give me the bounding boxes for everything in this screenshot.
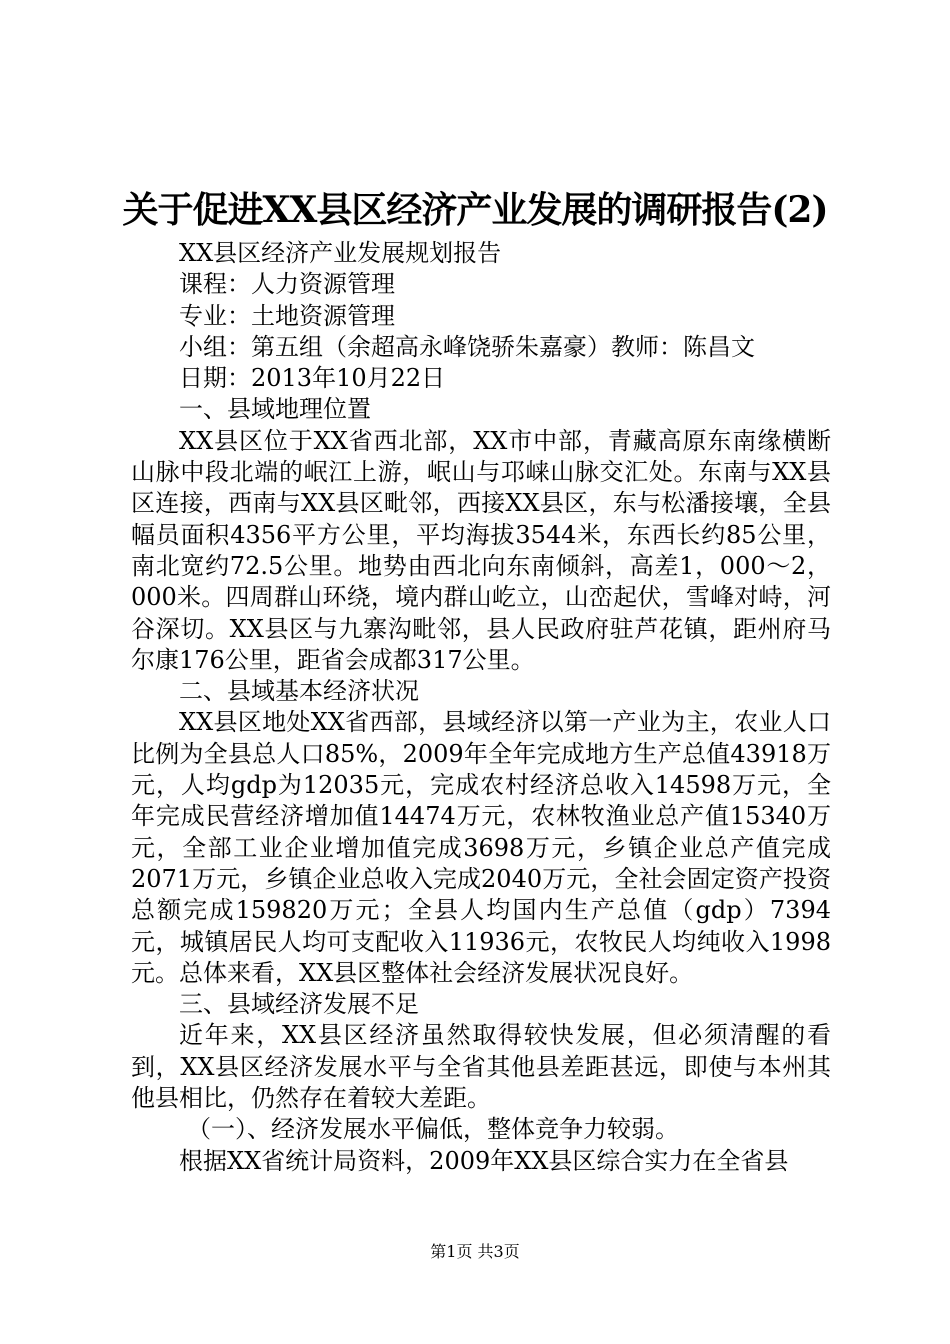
subsection-body-low-level: 根据XX省统计局资料，2009年XX县区综合实力在全省县 (179, 1146, 789, 1175)
section-body-geography: XX县区位于XX省西北部，XX市中部，青藏高原东南缘横断山脉中段北端的岷江上游，岷山与邛崃山脉交汇处。东南与XX县区连接，西南与XX县区毗邻，西接XX县区，东与松潘接壤，全县幅员面积4356平方公里，平均海拔3544米，东西长约85公里，南北宽约72.5公里。地势由西北向东南倾斜，高差1，000～2，000米。四周群山环绕，境内群山屹立，山峦起伏，雪峰对峙，河谷深切。XX县区与九寨沟毗邻，县人民政府驻芦花镇，距州府马尔康176公里，距省会成都317公里。 (131, 426, 831, 674)
document-body (131, 238, 831, 1177)
section-heading-economy: 二、县域基本经济状况 (179, 677, 419, 706)
meta-plan-title: XX县区经济产业发展规划报告 (179, 239, 502, 267)
page-footer: 第1页 共3页 (430, 1242, 520, 1261)
meta-group: 小组：第五组（余超高永峰饶骄朱嘉豪）教师：陈昌文 (179, 332, 755, 361)
section-body-shortcomings: 近年来，XX县区经济虽然取得较快发展，但必须清醒的看到，XX县区经济发展水平与全省其他县差距甚远，即使与本州其他县相比，仍然存在着较大差距。 (131, 1021, 831, 1113)
meta-major: 专业：土地资源管理 (179, 301, 395, 330)
section-body-economy: XX县区地处XX省西部，县域经济以第一产业为主，农业人口比例为全县总人口85%，2009年全年完成地方生产总值43918万元，人均gdp为12035元，完成农村经济总收入14598万元，全年完成民营经济增加值14474万元，农林牧渔业总产值15340万元，全部工业企业增加值完成3698万元，乡镇企业总产值完成2071万元，乡镇企业总收入完成2040万元，全社会固定资产投资总额完成159820万元；全县人均国内生产总值（gdp）7394元，城镇居民人均可支配收入11936元，农牧民人均纯收入1998元。总体来看，XX县区整体社会经济发展状况良好。 (131, 708, 831, 987)
meta-date: 日期：2013年10月22日 (179, 364, 446, 393)
subsection-heading-low-level: （一）、经济发展水平偏低，整体竞争力较弱。 (187, 1115, 679, 1144)
meta-course: 课程：人力资源管理 (179, 270, 395, 299)
section-heading-shortcomings: 三、县域经济发展不足 (179, 990, 419, 1019)
section-heading-geography: 一、县域地理位置 (179, 395, 371, 424)
document-title: 关于促进XX县区经济产业发展的调研报告(2) (122, 189, 828, 231)
